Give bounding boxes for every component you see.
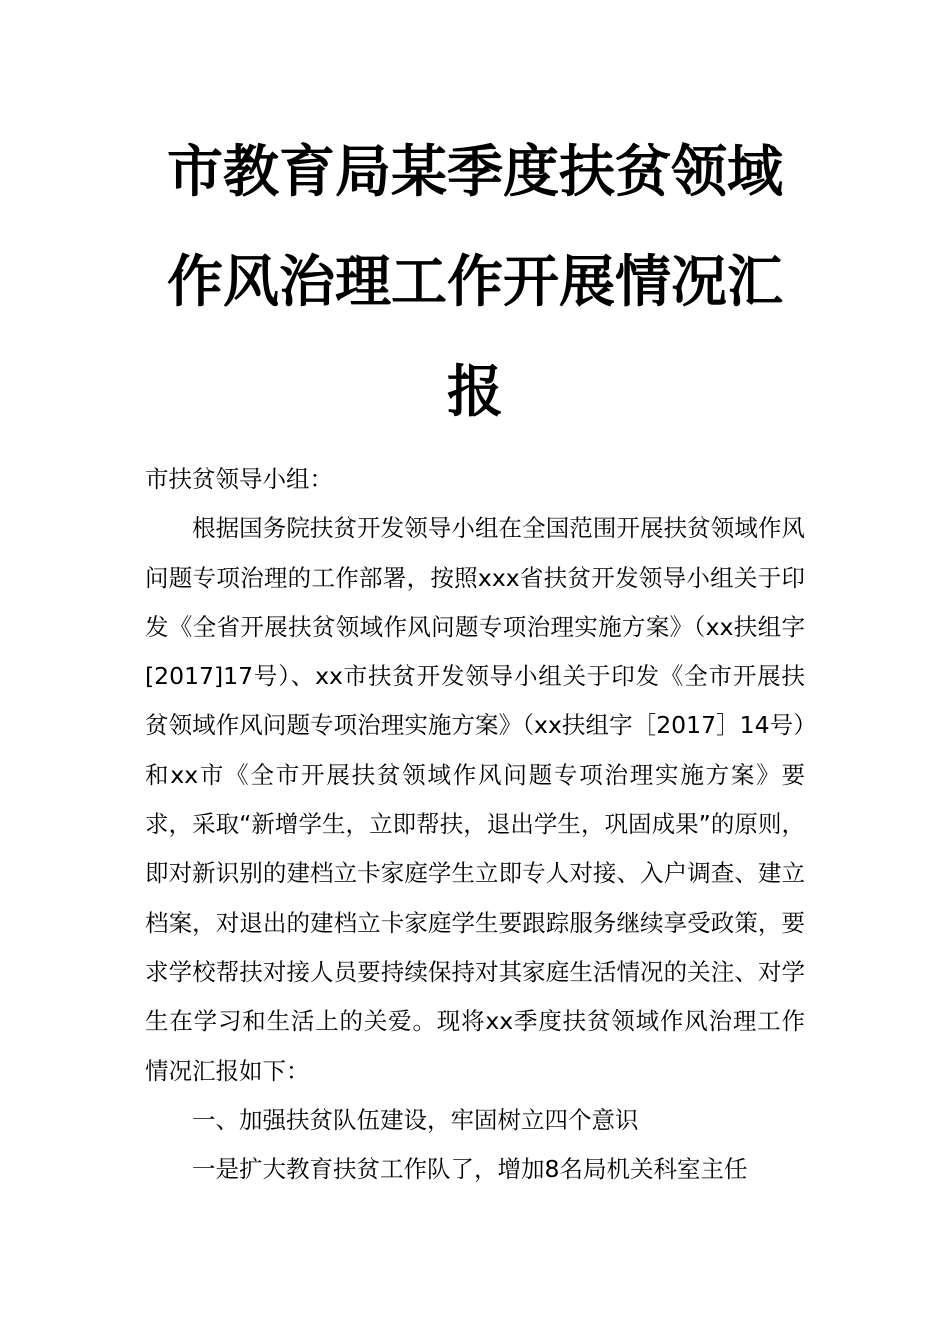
paragraph-point-1: 一是扩大教育扶贫工作队了，增加8名局机关科室主任	[192, 1155, 748, 1184]
section-heading-1: 一、加强扶贫队伍建设，牢固树立四个意识	[192, 1105, 639, 1134]
salutation: 市扶贫领导小组：	[145, 465, 333, 493]
document-body	[145, 455, 805, 1194]
paragraph-intro: 根据国务院扶贫开发领导小组在全国范围开展扶贫领域作风问题专项治理的工作部署，按照xxx省扶贫开发领导小组关于印发《全省开展扶贫领域作风问题专项治理实施方案》（xx扶组字[2017]17号）、xx市扶贫开发领导小组关于印发《全市开展扶贫领域作风问题专项治理实施方案》（xx扶组字［2017］14号）和xx市《全市开展扶贫领域作风问题专项治理实施方案》要求，采取“新增学生，立即帮扶，退出学生，巩固成果”的原则，即对新识别的建档立卡家庭学生立即专人对接、入户调查、建立档案，对退出的建档立卡家庭学生要跟踪服务继续享受政策，要求学校帮扶对接人员要持续保持对其家庭生活情况的关注、对学生在学习和生活上的关爱。现将xx季度扶贫领域作风治理工作情况汇报如下：	[145, 514, 805, 1085]
document-title: 市教育局某季度扶贫领域作风治理工作开展情况汇报	[167, 140, 783, 425]
